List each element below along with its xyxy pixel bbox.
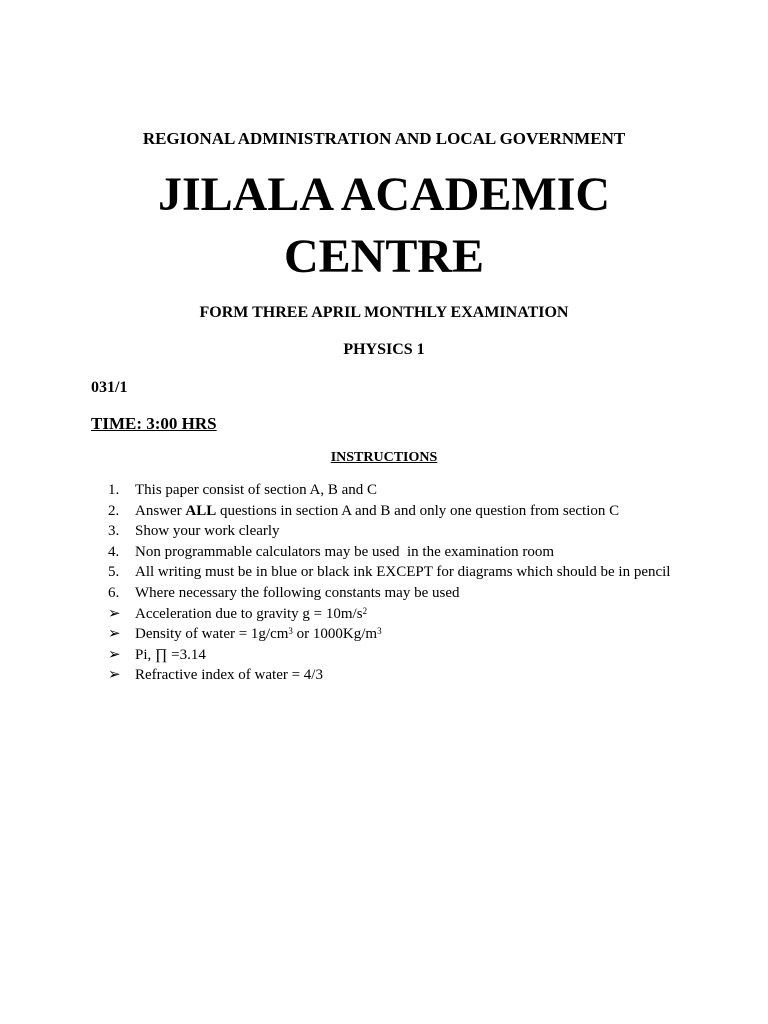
constant-refractive-index bbox=[108, 665, 748, 686]
constant-pi bbox=[108, 645, 748, 666]
instruction-number: 2. bbox=[108, 502, 120, 519]
instruction-number: 1. bbox=[108, 482, 120, 498]
instruction-emphasis: ALL bbox=[185, 502, 217, 519]
school-name-line-2: CENTRE bbox=[283, 230, 485, 283]
instruction-text: Show your work clearly bbox=[135, 523, 280, 540]
authority-heading: REGIONAL ADMINISTRATION AND LOCAL GOVERNMENT bbox=[142, 129, 626, 148]
arrow-bullet-icon: ➢ bbox=[108, 605, 121, 622]
instruction-item-2 bbox=[108, 501, 748, 522]
instructions-list bbox=[108, 480, 748, 686]
arrow-bullet-icon: ➢ bbox=[108, 626, 121, 643]
instruction-text: Non programmable calculators may be used in the examination room bbox=[135, 543, 555, 560]
superscript: 2 bbox=[362, 605, 368, 616]
school-name-line-1: JILALA ACADEMIC bbox=[157, 168, 611, 221]
paper-code: 031/1 bbox=[91, 379, 128, 396]
instruction-item-6 bbox=[108, 583, 748, 604]
instruction-text: This paper consist of section A, B and C bbox=[135, 482, 378, 498]
constant-gravity bbox=[108, 604, 748, 625]
subject-title: PHYSICS 1 bbox=[343, 341, 425, 358]
arrow-bullet-icon: ➢ bbox=[108, 646, 121, 663]
instruction-text-start: Answer bbox=[135, 502, 186, 519]
constant-density bbox=[108, 624, 748, 645]
instruction-number: 6. bbox=[108, 584, 120, 601]
instruction-text: Where necessary the following constants may be used bbox=[135, 584, 460, 601]
constant-text-part-1: Density of water = 1g/cm bbox=[135, 626, 289, 643]
constant-text-part-2: or 1000Kg/m bbox=[292, 626, 378, 643]
superscript: 3 bbox=[377, 626, 382, 637]
instruction-item-4 bbox=[108, 542, 748, 563]
instruction-number: 4. bbox=[108, 543, 120, 560]
constant-text: Acceleration due to gravity g = 10m/s bbox=[135, 605, 363, 622]
instruction-number: 3. bbox=[108, 523, 120, 540]
constant-text: Pi, ∏ =3.14 bbox=[135, 646, 206, 663]
instruction-item-1 bbox=[108, 480, 748, 501]
instruction-text-end: questions in section A and B and only one question from section C bbox=[216, 502, 620, 519]
instruction-item-3 bbox=[108, 521, 748, 542]
exam-title: FORM THREE APRIL MONTHLY EXAMINATION bbox=[199, 304, 569, 321]
superscript: 3 bbox=[288, 626, 293, 637]
school-name bbox=[0, 164, 768, 288]
instruction-item-5 bbox=[108, 562, 748, 583]
time-allowed: TIME: 3:00 HRS bbox=[91, 414, 217, 433]
arrow-bullet-icon: ➢ bbox=[108, 667, 121, 684]
instructions-heading: INSTRUCTIONS bbox=[330, 450, 438, 465]
instruction-number: 5. bbox=[108, 564, 120, 581]
instruction-text: All writing must be in blue or black ink EXCEPT for diagrams which should be in pencil bbox=[135, 564, 671, 581]
constant-text: Refractive index of water = 4/3 bbox=[135, 667, 323, 684]
